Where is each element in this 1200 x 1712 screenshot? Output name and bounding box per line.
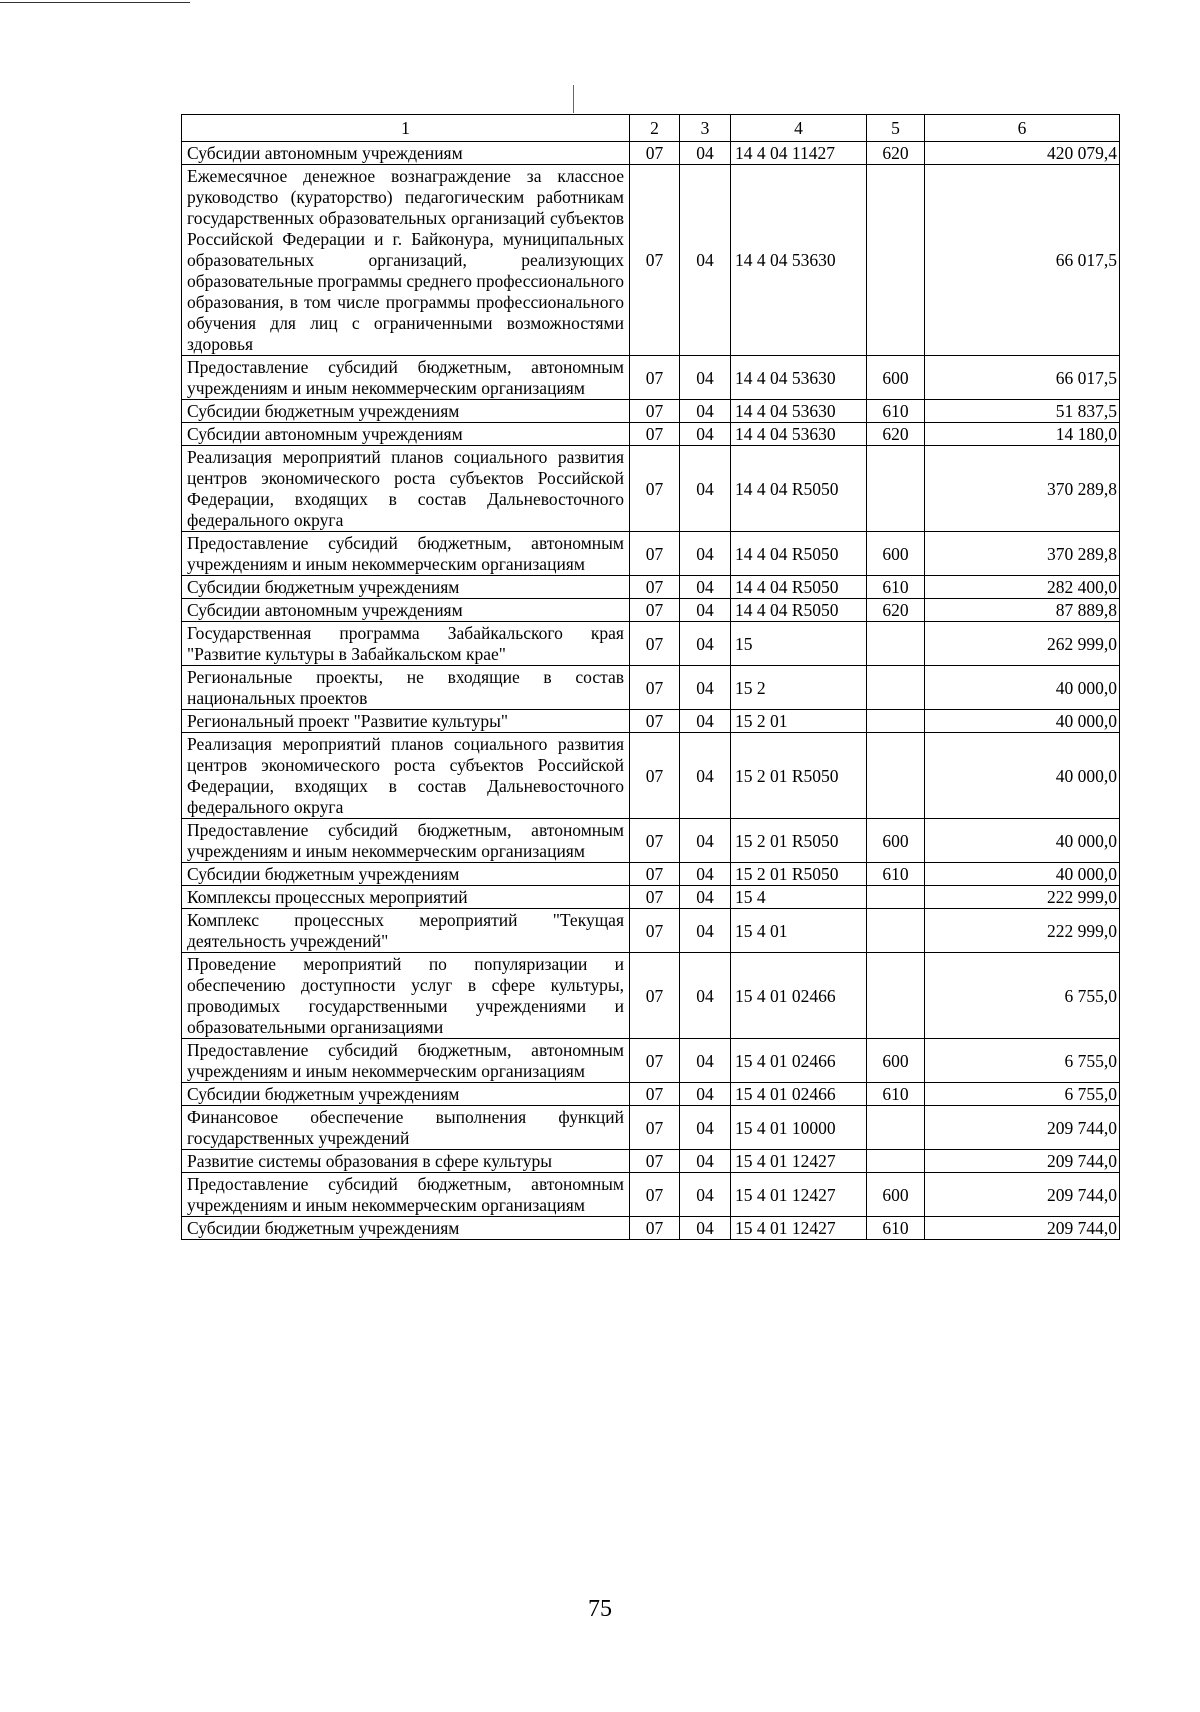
cell-sum: 40 000,0	[925, 733, 1120, 819]
cell-pr: 04	[680, 863, 731, 886]
table-row	[182, 356, 1120, 400]
cell-name: Реализация мероприятий планов социального развития центров экономического роста субъектов Российской Федерации, входящих в состав Дальневосточного федерального округа	[182, 733, 630, 819]
cell-csr: 15 4 01 02466	[731, 953, 867, 1039]
cell-pr: 04	[680, 953, 731, 1039]
cell-csr: 14 4 04 53630	[731, 356, 867, 400]
cell-vr	[867, 666, 925, 710]
cell-sum: 40 000,0	[925, 710, 1120, 733]
cell-rz: 07	[630, 423, 680, 446]
cell-csr: 15 4 01 12427	[731, 1150, 867, 1173]
cell-pr: 04	[680, 909, 731, 953]
cell-name: Субсидии автономным учреждениям	[182, 423, 630, 446]
cell-sum: 51 837,5	[925, 400, 1120, 423]
cell-csr: 14 4 04 R5050	[731, 532, 867, 576]
cell-rz: 07	[630, 1173, 680, 1217]
table-row	[182, 622, 1120, 666]
cell-rz: 07	[630, 532, 680, 576]
cell-name: Предоставление субсидий бюджетным, автономным учреждениям и иным некоммерческим организациям	[182, 356, 630, 400]
cell-csr: 15	[731, 622, 867, 666]
page-number: 75	[588, 1596, 612, 1622]
cell-vr	[867, 165, 925, 356]
cell-sum: 209 744,0	[925, 1173, 1120, 1217]
cell-rz: 07	[630, 710, 680, 733]
cell-vr	[867, 710, 925, 733]
cell-csr: 15 4 01	[731, 909, 867, 953]
cell-rz: 07	[630, 666, 680, 710]
cell-pr: 04	[680, 1217, 731, 1240]
scan-mark	[573, 85, 574, 113]
cell-name: Предоставление субсидий бюджетным, автономным учреждениям и иным некоммерческим организациям	[182, 819, 630, 863]
cell-rz: 07	[630, 356, 680, 400]
header-col-6: 6	[925, 115, 1120, 142]
cell-csr: 15 4 01 02466	[731, 1039, 867, 1083]
cell-rz: 07	[630, 1217, 680, 1240]
cell-rz: 07	[630, 1039, 680, 1083]
cell-vr	[867, 1150, 925, 1173]
cell-vr	[867, 622, 925, 666]
cell-vr: 600	[867, 1039, 925, 1083]
cell-sum: 6 755,0	[925, 953, 1120, 1039]
table-body	[182, 142, 1120, 1240]
scan-corner-line	[0, 2, 190, 3]
cell-pr: 04	[680, 1039, 731, 1083]
table-row	[182, 819, 1120, 863]
cell-name: Ежемесячное денежное вознаграждение за классное руководство (кураторство) педагогическим работникам государственных образовательных организаций субъектов Российской Федерации и г. Байконура, муниципальных образовательных организаций, реализующих образовательные программы среднего профессионального образования, в том числе программы профессионального обучения для лиц с ограниченными возможностями здоровья	[182, 165, 630, 356]
cell-vr: 600	[867, 1173, 925, 1217]
cell-vr: 620	[867, 423, 925, 446]
cell-vr	[867, 909, 925, 953]
table-row	[182, 1039, 1120, 1083]
table-row	[182, 400, 1120, 423]
table-row	[182, 532, 1120, 576]
cell-rz: 07	[630, 953, 680, 1039]
cell-sum: 40 000,0	[925, 666, 1120, 710]
cell-rz: 07	[630, 400, 680, 423]
cell-pr: 04	[680, 599, 731, 622]
cell-rz: 07	[630, 165, 680, 356]
cell-vr	[867, 886, 925, 909]
header-col-3: 3	[680, 115, 731, 142]
cell-csr: 15 2 01 R5050	[731, 819, 867, 863]
cell-sum: 66 017,5	[925, 356, 1120, 400]
cell-rz: 07	[630, 733, 680, 819]
cell-pr: 04	[680, 1150, 731, 1173]
cell-pr: 04	[680, 532, 731, 576]
cell-sum: 222 999,0	[925, 886, 1120, 909]
cell-pr: 04	[680, 142, 731, 165]
cell-pr: 04	[680, 819, 731, 863]
cell-sum: 370 289,8	[925, 446, 1120, 532]
table-row	[182, 1083, 1120, 1106]
cell-sum: 66 017,5	[925, 165, 1120, 356]
cell-vr: 610	[867, 863, 925, 886]
cell-rz: 07	[630, 1150, 680, 1173]
cell-csr: 14 4 04 53630	[731, 400, 867, 423]
cell-vr: 610	[867, 1217, 925, 1240]
cell-vr: 620	[867, 599, 925, 622]
header-row	[182, 115, 1120, 142]
budget-table	[181, 114, 1120, 1240]
table-row	[182, 886, 1120, 909]
cell-vr	[867, 953, 925, 1039]
cell-sum: 6 755,0	[925, 1083, 1120, 1106]
cell-rz: 07	[630, 819, 680, 863]
cell-csr: 15 4	[731, 886, 867, 909]
cell-pr: 04	[680, 165, 731, 356]
cell-name: Проведение мероприятий по популяризации и обеспечению доступности услуг в сфере культуры, проводимых государственными учреждениями и образовательными организациями	[182, 953, 630, 1039]
cell-sum: 40 000,0	[925, 863, 1120, 886]
cell-pr: 04	[680, 710, 731, 733]
cell-vr: 600	[867, 819, 925, 863]
cell-pr: 04	[680, 733, 731, 819]
cell-csr: 15 4 01 02466	[731, 1083, 867, 1106]
header-col-1: 1	[182, 115, 630, 142]
cell-name: Региональные проекты, не входящие в состав национальных проектов	[182, 666, 630, 710]
cell-rz: 07	[630, 909, 680, 953]
cell-sum: 209 744,0	[925, 1217, 1120, 1240]
cell-pr: 04	[680, 1083, 731, 1106]
cell-rz: 07	[630, 446, 680, 532]
cell-name: Субсидии бюджетным учреждениям	[182, 576, 630, 599]
cell-name: Предоставление субсидий бюджетным, автономным учреждениям и иным некоммерческим организациям	[182, 532, 630, 576]
cell-pr: 04	[680, 446, 731, 532]
header-col-5: 5	[867, 115, 925, 142]
table-row	[182, 599, 1120, 622]
cell-csr: 15 2 01 R5050	[731, 863, 867, 886]
cell-vr: 610	[867, 1083, 925, 1106]
table-row	[182, 423, 1120, 446]
cell-pr: 04	[680, 576, 731, 599]
cell-csr: 15 4 01 10000	[731, 1106, 867, 1150]
cell-rz: 07	[630, 622, 680, 666]
cell-sum: 209 744,0	[925, 1150, 1120, 1173]
cell-pr: 04	[680, 622, 731, 666]
cell-sum: 209 744,0	[925, 1106, 1120, 1150]
cell-vr	[867, 446, 925, 532]
cell-name: Финансовое обеспечение выполнения функций государственных учреждений	[182, 1106, 630, 1150]
cell-rz: 07	[630, 599, 680, 622]
table-row	[182, 165, 1120, 356]
cell-name: Предоставление субсидий бюджетным, автономным учреждениям и иным некоммерческим организациям	[182, 1039, 630, 1083]
cell-sum: 6 755,0	[925, 1039, 1120, 1083]
cell-pr: 04	[680, 423, 731, 446]
cell-sum: 282 400,0	[925, 576, 1120, 599]
cell-name: Комплексы процессных мероприятий	[182, 886, 630, 909]
cell-sum: 40 000,0	[925, 819, 1120, 863]
cell-csr: 14 4 04 R5050	[731, 599, 867, 622]
cell-name: Субсидии бюджетным учреждениям	[182, 400, 630, 423]
cell-csr: 14 4 04 53630	[731, 165, 867, 356]
header-col-4: 4	[731, 115, 867, 142]
cell-csr: 14 4 04 11427	[731, 142, 867, 165]
header-col-2: 2	[630, 115, 680, 142]
table-row	[182, 1106, 1120, 1150]
cell-csr: 15 2	[731, 666, 867, 710]
table-row	[182, 1217, 1120, 1240]
cell-vr: 600	[867, 356, 925, 400]
table-row	[182, 909, 1120, 953]
cell-pr: 04	[680, 400, 731, 423]
table-row	[182, 666, 1120, 710]
table-row	[182, 1150, 1120, 1173]
cell-pr: 04	[680, 356, 731, 400]
table-row	[182, 953, 1120, 1039]
cell-csr: 14 4 04 53630	[731, 423, 867, 446]
cell-csr: 15 2 01 R5050	[731, 733, 867, 819]
cell-name: Государственная программа Забайкальского края "Развитие культуры в Забайкальском крае"	[182, 622, 630, 666]
cell-pr: 04	[680, 1106, 731, 1150]
cell-rz: 07	[630, 1106, 680, 1150]
cell-rz: 07	[630, 1083, 680, 1106]
cell-name: Предоставление субсидий бюджетным, автономным учреждениям и иным некоммерческим организациям	[182, 1173, 630, 1217]
cell-name: Развитие системы образования в сфере культуры	[182, 1150, 630, 1173]
cell-vr	[867, 1106, 925, 1150]
cell-name: Субсидии бюджетным учреждениям	[182, 1083, 630, 1106]
cell-sum: 222 999,0	[925, 909, 1120, 953]
cell-name: Субсидии автономным учреждениям	[182, 599, 630, 622]
table-row	[182, 863, 1120, 886]
cell-pr: 04	[680, 886, 731, 909]
cell-rz: 07	[630, 863, 680, 886]
cell-sum: 420 079,4	[925, 142, 1120, 165]
table-row	[182, 576, 1120, 599]
cell-pr: 04	[680, 1173, 731, 1217]
table-row	[182, 710, 1120, 733]
cell-name: Субсидии бюджетным учреждениям	[182, 1217, 630, 1240]
cell-name: Региональный проект "Развитие культуры"	[182, 710, 630, 733]
cell-csr: 15 4 01 12427	[731, 1217, 867, 1240]
cell-vr: 600	[867, 532, 925, 576]
cell-vr: 610	[867, 576, 925, 599]
cell-vr: 620	[867, 142, 925, 165]
cell-csr: 14 4 04 R5050	[731, 446, 867, 532]
cell-sum: 87 889,8	[925, 599, 1120, 622]
cell-csr: 14 4 04 R5050	[731, 576, 867, 599]
table-row	[182, 446, 1120, 532]
cell-name: Реализация мероприятий планов социального развития центров экономического роста субъектов Российской Федерации, входящих в состав Дальневосточного федерального округа	[182, 446, 630, 532]
cell-sum: 370 289,8	[925, 532, 1120, 576]
cell-rz: 07	[630, 142, 680, 165]
cell-vr	[867, 733, 925, 819]
cell-name: Субсидии автономным учреждениям	[182, 142, 630, 165]
cell-csr: 15 2 01	[731, 710, 867, 733]
cell-name: Субсидии бюджетным учреждениям	[182, 863, 630, 886]
table-row	[182, 733, 1120, 819]
cell-rz: 07	[630, 886, 680, 909]
cell-sum: 14 180,0	[925, 423, 1120, 446]
cell-vr: 610	[867, 400, 925, 423]
table-row	[182, 1173, 1120, 1217]
cell-sum: 262 999,0	[925, 622, 1120, 666]
table-row	[182, 142, 1120, 165]
cell-csr: 15 4 01 12427	[731, 1173, 867, 1217]
cell-rz: 07	[630, 576, 680, 599]
cell-name: Комплекс процессных мероприятий "Текущая деятельность учреждений"	[182, 909, 630, 953]
cell-pr: 04	[680, 666, 731, 710]
